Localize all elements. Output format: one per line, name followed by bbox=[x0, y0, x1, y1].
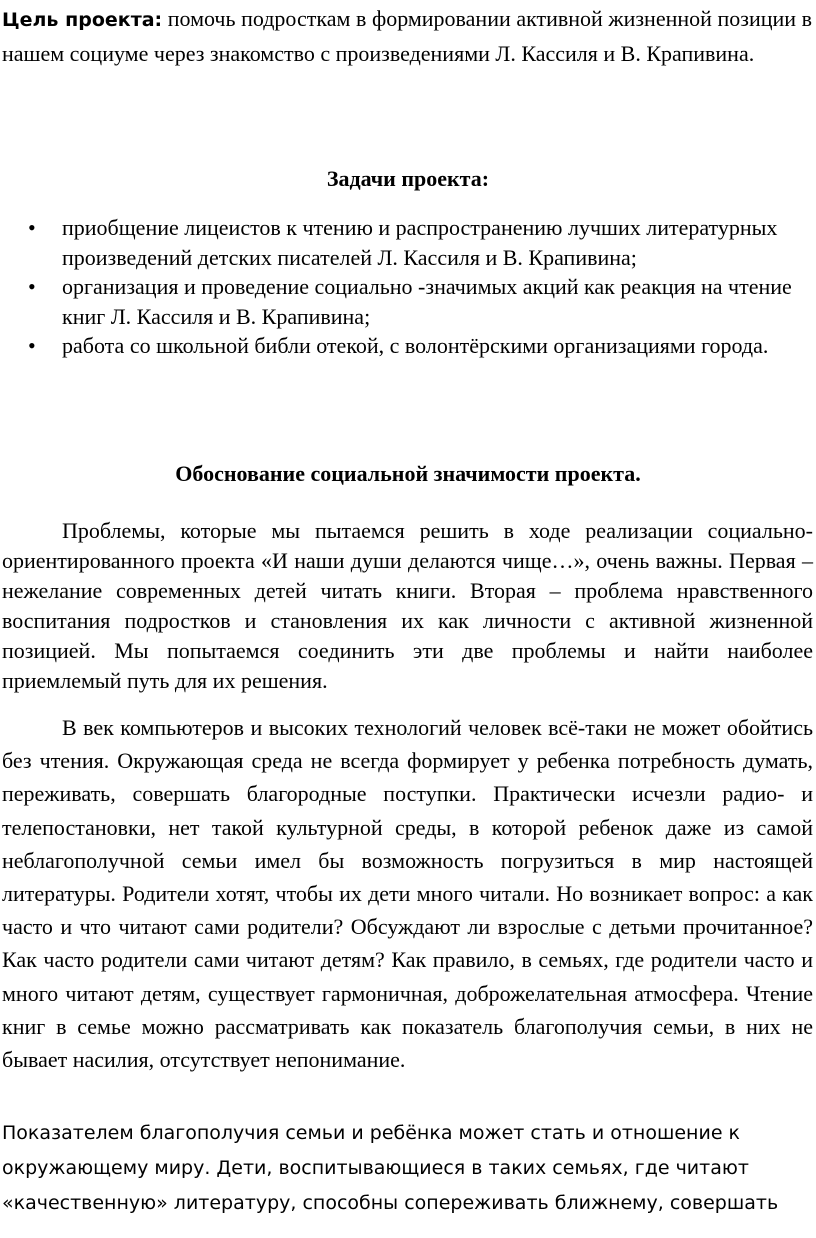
bullet-icon: • bbox=[28, 274, 36, 299]
list-item bbox=[0, 331, 816, 361]
justification-paragraph-3: Показателем благополучия семьи и ребёнка может стать и отношение к окружающему миру. Дети, воспитывающиеся в таких семьях, где читают «качественную» литературу, способны сопереживать ближнему, совершать bbox=[2, 1122, 779, 1214]
project-goal-label: Цель проекта: bbox=[2, 9, 163, 31]
task-text: работа со школьной библи отекой, с волонтёрскими организациями города. bbox=[62, 333, 769, 358]
task-text: организация и проведение социально -значимых акций как реакция на чтение книг Л. Кассиля и В. Крапивина; bbox=[62, 274, 792, 329]
project-goal-text: помочь подросткам в формировании активной жизненной позиции в нашем социуме через знакомство с произведениями Л. Кассиля и В. Крапивина. bbox=[2, 6, 812, 66]
tasks-list bbox=[0, 213, 816, 361]
task-text: приобщение лицеистов к чтению и распространению лучших литературных произведений детских писателей Л. Кассиля и В. Крапивина; bbox=[62, 215, 778, 270]
justification-heading: Обоснование социальной значимости проекта. bbox=[175, 461, 641, 486]
justification-paragraph-2: В век компьютеров и высоких технологий человек всё-таки не может обойтись без чтения. Окружающая среда не всегда формирует у ребенка потребность думать, переживать, совершать благородные поступки. Практически исчезли радио- и телепостановки, нет такой культурной среды, в которой ребенок даже из самой неблагополучной семьи имел бы возможность погрузиться в мир настоящей литературы. Родители хотят, чтобы их дети много читали. Но возникает вопрос: а как часто и что читают сами родители? Обсуждают ли взрослые с детьми прочитанное? Как часто родители сами читают детям? Как правило, в семьях, где родители часто и много читают детям, существует гармоничная, доброжелательная атмосфера. Чтение книг в семье можно рассматривать как показатель благополучия семьи, в них не бывает насилия, отсутствует непонимание. bbox=[2, 715, 813, 1073]
tasks-heading: Задачи проекта: bbox=[326, 166, 490, 191]
list-item bbox=[0, 272, 816, 331]
bullet-icon: • bbox=[28, 215, 36, 240]
list-item bbox=[0, 213, 816, 272]
project-goal bbox=[2, 2, 812, 70]
justification-paragraph-1: Проблемы, которые мы пытаемся решить в ходе реализации социально-ориентированного проекта «И наши души делаются чище…», очень важны. Первая – нежелание современных детей читать книги. Вторая – проблема нравственного воспитания подростков и становления их как личности с активной жизненной позицией. Мы попытаемся соединить эти две проблемы и найти наиболее приемлемый путь для их решения. bbox=[2, 518, 813, 693]
bullet-icon: • bbox=[28, 333, 36, 358]
